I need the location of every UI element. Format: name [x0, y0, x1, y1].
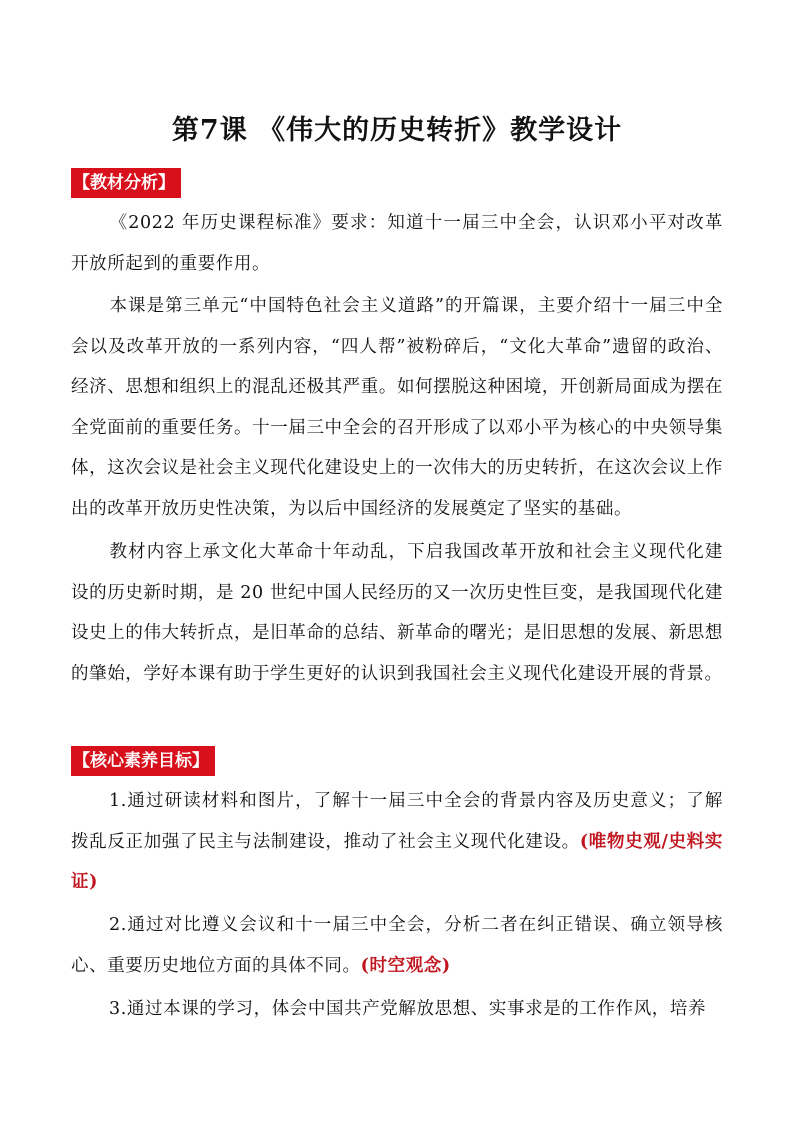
- analysis-paragraph-2-text: 本课是第三单元“中国特色社会主义道路”的开篇课，主要介绍十一届三中全会以及改革开放的一系列内容，“四人帮”被粉碎后，“文化大革命”遗留的政治、经济、思想和组织上的混乱还极其严重。如何摆脱这种困境，开创新局面成为摆在全党面前的重要任务。十一届三中全会的召开形成了以邓小平为核心的中央领导集体，这次会议是社会主义现代化建设史上的一次伟大的历史转折，在这次会议上作出的改革开放历史性决策，为以后中国经济的发展奠定了坚实的基础。: [71, 296, 723, 519]
- page-title: 第7课 《伟大的历史转折》教学设计: [171, 115, 623, 146]
- analysis-paragraph-1-text: 《2022 年历史课程标准》要求：知道十一届三中全会，认识邓小平对改革开放所起到的重要作用。: [71, 213, 723, 274]
- goal-item-1-text: 1.通过研读材料和图片，了解十一届三中全会的背景内容及历史意义；了解拨乱反正加强了民主与法制建设，推动了社会主义现代化建设。: [71, 791, 723, 852]
- analysis-paragraph-1: [71, 203, 723, 284]
- goal-item-2-tag: (时空观念): [360, 955, 451, 976]
- analysis-paragraph-2: [71, 286, 723, 529]
- goal-item-3: [71, 989, 723, 1030]
- analysis-paragraph-3: [71, 532, 723, 694]
- section-label-goals: 【核心素养目标】: [71, 746, 215, 776]
- analysis-paragraph-3-text: 教材内容上承文化大革命十年动乱，下启我国改革开放和社会主义现代化建设的历史新时期，是 20 世纪中国人民经历的又一次历史性巨变，是我国现代化建设史上的伟大转折点，是旧革命的总结、新革命的曙光；是旧思想的发展、新思想的肇始，学好本课有助于学生更好的认识到我国社会主义现代化建设开展的背景。: [71, 542, 723, 684]
- goal-item-1: [71, 781, 723, 903]
- goal-item-1-tag: (唯物史观/史料实证): [71, 831, 723, 892]
- goal-item-2-text: 2.通过对比遵义会议和十一届三中全会，分析二者在纠正错误、确立领导核心、重要历史地位方面的具体不同。: [71, 915, 723, 976]
- section-label-analysis: 【教材分析】: [71, 168, 181, 198]
- goal-item-3-text: 3.通过本课的学习，体会中国共产党解放思想、实事求是的工作作风，培养: [109, 999, 707, 1019]
- goal-item-2: [71, 905, 723, 986]
